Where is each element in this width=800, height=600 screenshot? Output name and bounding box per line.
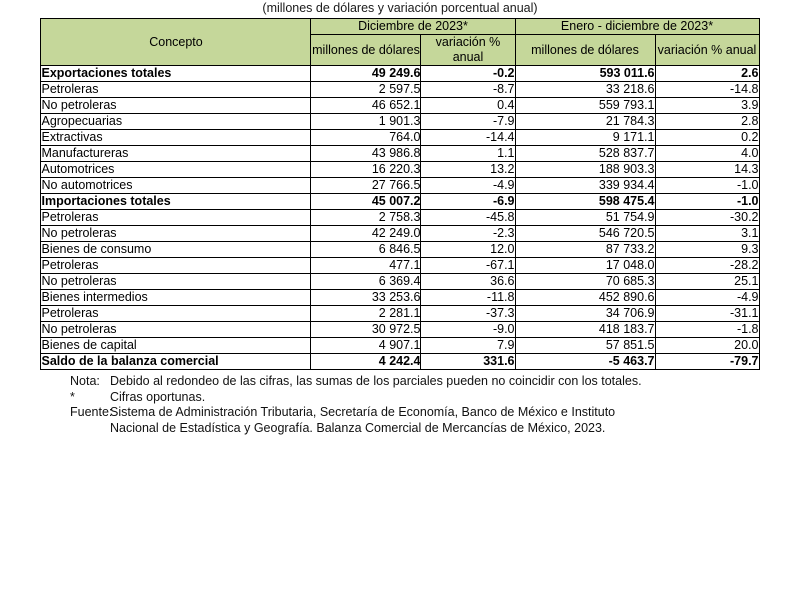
table-row	[41, 226, 759, 242]
footnote-source	[0, 405, 800, 421]
table-row	[41, 98, 759, 114]
cell-dec-variation: -6.9	[421, 194, 515, 210]
cell-annual-millions: 598 475.4	[515, 194, 655, 210]
cell-annual-variation: 3.1	[655, 226, 759, 242]
cell-dec-millions: 42 249.0	[311, 226, 421, 242]
cell-dec-variation: -9.0	[421, 322, 515, 338]
footnote-note	[0, 374, 800, 390]
cell-annual-millions: 33 218.6	[515, 82, 655, 98]
cell-annual-variation: 20.0	[655, 338, 759, 354]
header-dec-variation: variación % anual	[421, 35, 515, 66]
cell-annual-variation: -1.0	[655, 178, 759, 194]
row-label: Exportaciones totales	[41, 66, 311, 82]
footnote-source-key: Fuente:	[70, 405, 113, 419]
cell-annual-millions: 70 685.3	[515, 274, 655, 290]
cell-annual-millions: 339 934.4	[515, 178, 655, 194]
row-label: No petroleras	[41, 322, 311, 338]
cell-annual-variation: -14.8	[655, 82, 759, 98]
table-row	[41, 114, 759, 130]
cell-annual-variation: -31.1	[655, 306, 759, 322]
cell-annual-variation: -30.2	[655, 210, 759, 226]
cell-annual-millions: 57 851.5	[515, 338, 655, 354]
cell-dec-variation: -4.9	[421, 178, 515, 194]
table-row	[41, 242, 759, 258]
cell-dec-variation: -2.3	[421, 226, 515, 242]
header-dec-millions: millones de dólares	[311, 35, 421, 66]
cell-dec-millions: 33 253.6	[311, 290, 421, 306]
cell-dec-variation: -7.9	[421, 114, 515, 130]
cell-dec-variation: -37.3	[421, 306, 515, 322]
cell-annual-millions: 452 890.6	[515, 290, 655, 306]
table-head	[41, 19, 759, 66]
table-row	[41, 210, 759, 226]
table-row	[41, 354, 759, 370]
cell-dec-variation: -45.8	[421, 210, 515, 226]
cell-dec-variation: -11.8	[421, 290, 515, 306]
cell-dec-millions: 16 220.3	[311, 162, 421, 178]
footnote-note-text: Debido al redondeo de las cifras, las sumas de los parciales pueden no coincidir con los totales.	[110, 374, 642, 388]
row-label: Petroleras	[41, 258, 311, 274]
cell-annual-variation: 0.2	[655, 130, 759, 146]
header-annual-millions: millones de dólares	[515, 35, 655, 66]
row-label: Petroleras	[41, 306, 311, 322]
header-period-january-december: Enero - diciembre de 2023*	[515, 19, 759, 35]
row-label: Bienes intermedios	[41, 290, 311, 306]
table-row	[41, 306, 759, 322]
row-label: Agropecuarias	[41, 114, 311, 130]
header-period-december: Diciembre de 2023*	[311, 19, 515, 35]
row-label: Bienes de consumo	[41, 242, 311, 258]
table-row	[41, 274, 759, 290]
cell-dec-millions: 43 986.8	[311, 146, 421, 162]
cell-annual-millions: 593 011.6	[515, 66, 655, 82]
cell-dec-millions: 2 281.1	[311, 306, 421, 322]
footnote-asterisk-text: Cifras oportunas.	[110, 389, 206, 404]
cell-annual-millions: 546 720.5	[515, 226, 655, 242]
cell-annual-millions: 87 733.2	[515, 242, 655, 258]
row-label: Manufactureras	[41, 146, 311, 162]
header-row-periods	[41, 19, 759, 35]
row-label: Bienes de capital	[41, 338, 311, 354]
row-label: No petroleras	[41, 274, 311, 290]
cell-dec-millions: 4 907.1	[311, 338, 421, 354]
cell-annual-millions: 21 784.3	[515, 114, 655, 130]
table-row	[41, 178, 759, 194]
footnote-asterisk	[0, 390, 800, 406]
cell-dec-variation: 331.6	[421, 354, 515, 370]
cell-annual-variation: -4.9	[655, 290, 759, 306]
cell-annual-variation: 9.3	[655, 242, 759, 258]
table-row	[41, 322, 759, 338]
footnote-source-text: Sistema de Administración Tributaria, Secretaría de Economía, Banco de México e Instituto	[110, 405, 616, 419]
table-row	[41, 338, 759, 354]
cell-dec-millions: 4 242.4	[311, 354, 421, 370]
table-row	[41, 146, 759, 162]
cell-dec-millions: 2 758.3	[311, 210, 421, 226]
cell-dec-millions: 2 597.5	[311, 82, 421, 98]
cell-annual-variation: 14.3	[655, 162, 759, 178]
cell-dec-millions: 45 007.2	[311, 194, 421, 210]
cell-dec-millions: 49 249.6	[311, 66, 421, 82]
row-label: Importaciones totales	[41, 194, 311, 210]
cell-dec-millions: 764.0	[311, 130, 421, 146]
cell-dec-variation: 12.0	[421, 242, 515, 258]
row-label: No petroleras	[41, 98, 311, 114]
cell-annual-millions: -5 463.7	[515, 354, 655, 370]
table-row	[41, 194, 759, 210]
cell-dec-variation: 36.6	[421, 274, 515, 290]
row-label: Saldo de la balanza comercial	[41, 354, 311, 370]
cell-dec-variation: 13.2	[421, 162, 515, 178]
table-row	[41, 82, 759, 98]
row-label: Petroleras	[41, 210, 311, 226]
cell-dec-millions: 27 766.5	[311, 178, 421, 194]
cell-annual-variation: 2.6	[655, 66, 759, 82]
cell-dec-millions: 1 901.3	[311, 114, 421, 130]
cell-dec-variation: 0.4	[421, 98, 515, 114]
header-annual-variation: variación % anual	[655, 35, 759, 66]
cell-annual-variation: 2.8	[655, 114, 759, 130]
cell-annual-millions: 51 754.9	[515, 210, 655, 226]
footnotes	[0, 374, 800, 436]
trade-balance-table	[40, 18, 759, 370]
cell-annual-millions: 188 903.3	[515, 162, 655, 178]
row-label: No petroleras	[41, 226, 311, 242]
table-row	[41, 290, 759, 306]
cell-annual-millions: 418 183.7	[515, 322, 655, 338]
table-row	[41, 258, 759, 274]
cell-annual-millions: 17 048.0	[515, 258, 655, 274]
footnote-source-continuation: Nacional de Estadística y Geografía. Balanza Comercial de Mercancías de México, 2023.	[110, 420, 606, 435]
cell-annual-variation: 3.9	[655, 98, 759, 114]
cell-dec-variation: 1.1	[421, 146, 515, 162]
footnote-asterisk-key: *	[70, 389, 75, 404]
row-label: Petroleras	[41, 82, 311, 98]
cell-dec-millions: 477.1	[311, 258, 421, 274]
table-body	[41, 66, 759, 370]
cell-dec-variation: -0.2	[421, 66, 515, 82]
cell-annual-millions: 9 171.1	[515, 130, 655, 146]
row-label: Extractivas	[41, 130, 311, 146]
cell-annual-variation: 25.1	[655, 274, 759, 290]
row-label: No automotrices	[41, 178, 311, 194]
cell-annual-millions: 559 793.1	[515, 98, 655, 114]
cell-dec-millions: 6 846.5	[311, 242, 421, 258]
cell-annual-variation: -1.0	[655, 194, 759, 210]
cell-annual-millions: 528 837.7	[515, 146, 655, 162]
table-subtitle: (millones de dólares y variación porcentual anual)	[262, 1, 538, 15]
table-row	[41, 162, 759, 178]
footnote-note-key: Nota:	[70, 374, 100, 388]
table-row	[41, 66, 759, 82]
cell-dec-variation: -67.1	[421, 258, 515, 274]
row-label: Automotrices	[41, 162, 311, 178]
cell-dec-variation: -8.7	[421, 82, 515, 98]
cell-dec-variation: -14.4	[421, 130, 515, 146]
header-concept: Concepto	[41, 19, 311, 66]
cell-annual-variation: -79.7	[655, 354, 759, 370]
cell-dec-millions: 46 652.1	[311, 98, 421, 114]
table-row	[41, 130, 759, 146]
cell-annual-variation: -28.2	[655, 258, 759, 274]
cell-dec-millions: 30 972.5	[311, 322, 421, 338]
cell-dec-variation: 7.9	[421, 338, 515, 354]
cell-annual-variation: 4.0	[655, 146, 759, 162]
cell-annual-millions: 34 706.9	[515, 306, 655, 322]
cell-dec-millions: 6 369.4	[311, 274, 421, 290]
cell-annual-variation: -1.8	[655, 322, 759, 338]
